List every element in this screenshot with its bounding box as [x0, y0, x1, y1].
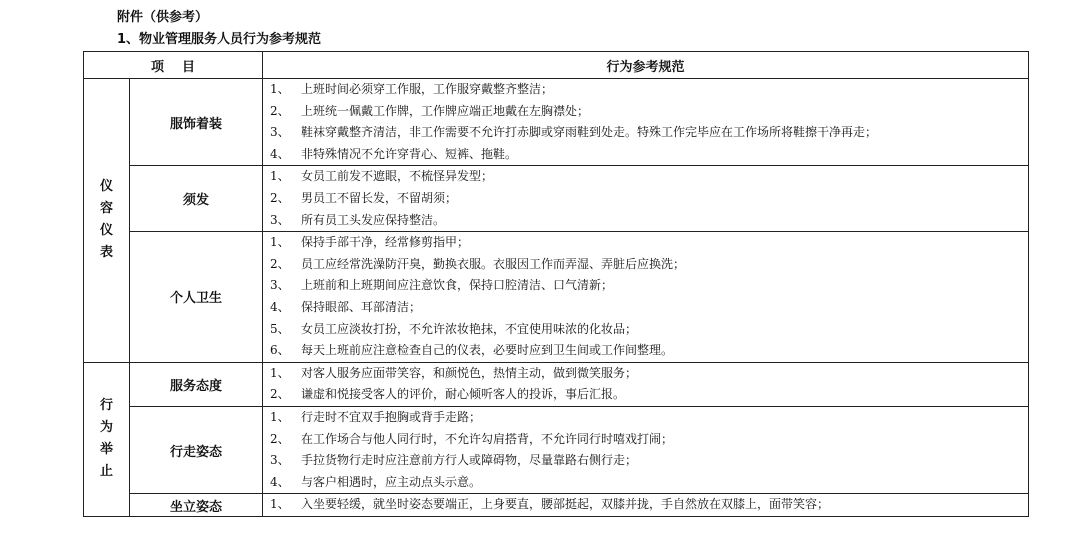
item-text: 上班前和上班期间应注意饮食，保持口腔清洁、口气清新；: [301, 278, 614, 293]
table-header-row: [84, 52, 1029, 79]
item-number: 1、: [270, 409, 290, 424]
category-char: 容: [99, 201, 113, 217]
item-number: 3、: [270, 125, 290, 140]
item-number: 3、: [270, 212, 290, 227]
header-item: 项 目: [84, 52, 263, 79]
item-text: 保持手部干净，经常修剪指甲；: [301, 235, 470, 250]
table-row: [84, 494, 1029, 517]
subcategory-name: 服务态度: [130, 362, 263, 406]
item-text: 鞋袜穿戴整齐清洁，非工作需要不允许打赤脚或穿雨鞋到处走。特殊工作完毕应在工作场所将鞋擦干净再走；: [301, 125, 878, 140]
item-text: 谦虚和悦接受客人的评价，耐心倾听客人的投诉，事后汇报。: [301, 387, 626, 402]
list-item: [263, 363, 1028, 385]
item-number: 4、: [270, 474, 290, 489]
category-char: 举: [99, 442, 113, 458]
norm-list: [263, 362, 1029, 406]
item-number: 2、: [270, 190, 290, 205]
list-item: [263, 340, 1028, 362]
list-item: [263, 144, 1028, 166]
subcategory-name: 坐立姿态: [130, 494, 263, 517]
norm-list: [263, 79, 1029, 166]
list-item: [263, 450, 1028, 472]
list-item: [263, 472, 1028, 494]
list-item: [263, 122, 1028, 144]
item-text: 保持眼部、耳部清洁；: [301, 299, 422, 314]
item-text: 女员工前发不遮眼，不梳怪异发型；: [301, 169, 494, 184]
subcategory-name: 须发: [130, 166, 263, 232]
item-number: 1、: [270, 82, 290, 96]
list-item: [263, 166, 1028, 188]
list-item: [263, 101, 1028, 123]
appendix-title: 附件（供参考）: [117, 10, 209, 25]
subcategory-name: 个人卫生: [130, 232, 263, 363]
item-number: 6、: [270, 343, 290, 358]
list-item: [263, 79, 1028, 101]
list-item: [263, 407, 1028, 429]
item-text: 员工应经常洗澡防汗臭，勤换衣服。衣服因工作而弄湿、弄脏后应换洗；: [301, 256, 686, 271]
item-text: 对客人服务应面带笑容，和颜悦色，热情主动，做到微笑服务；: [301, 365, 638, 380]
item-number: 2、: [270, 103, 290, 118]
item-number: 2、: [270, 256, 290, 271]
header-norm: 行为参考规范: [263, 52, 1029, 79]
item-text: 在工作场合与他人同行时，不允许勾肩搭背，不允许同行时嘻戏打闹；: [301, 431, 674, 446]
list-item: [263, 275, 1028, 297]
item-number: 1、: [270, 497, 290, 512]
list-item: [263, 319, 1028, 341]
item-number: 4、: [270, 299, 290, 314]
item-text: 与客户相遇时，应主动点头示意。: [301, 474, 482, 489]
item-number: 4、: [270, 146, 290, 161]
item-text: 所有员工头发应保持整洁。: [301, 212, 446, 227]
item-text: 非特殊情况不允许穿背心、短裤、拖鞋。: [301, 146, 518, 161]
subcategory-name: 行走姿态: [130, 406, 263, 493]
category-char: 仪: [99, 223, 113, 239]
item-text: 行走时不宜双手抱胸或背手走路；: [301, 409, 482, 424]
item-text: 女员工应淡妆打扮，不允许浓妆艳抹，不宜使用味浓的化妆品；: [301, 321, 638, 336]
list-item: [263, 429, 1028, 451]
category-char: 止: [99, 464, 113, 480]
norm-list: [263, 232, 1029, 363]
table-row: [84, 166, 1029, 232]
table-row: [84, 362, 1029, 406]
list-item: [263, 254, 1028, 276]
list-item: [263, 384, 1028, 406]
item-text: 入坐要轻缓，就坐时姿态要端正，上身要直，腰部挺起，双膝并拢，手自然放在双膝上，面带笑容；: [301, 497, 830, 512]
table-row: [84, 406, 1029, 493]
category-char: 行: [99, 398, 113, 414]
list-item: [263, 494, 1028, 516]
list-item: [263, 297, 1028, 319]
norm-list: [263, 494, 1029, 517]
category-char: 表: [99, 245, 113, 261]
table-row: [84, 232, 1029, 363]
item-number: 3、: [270, 278, 290, 293]
item-number: 1、: [270, 169, 290, 184]
list-item: [263, 210, 1028, 232]
item-text: 手拉货物行走时应注意前方行人或障碍物，尽量靠路右侧行走；: [301, 453, 638, 468]
category-char: 为: [99, 420, 113, 436]
item-text: 上班统一佩戴工作牌，工作牌应端正地戴在左胸襟处；: [301, 103, 590, 118]
category-cell: [84, 79, 130, 363]
item-text: 每天上班前应注意检查自己的仪表，必要时应到卫生间或工作间整理。: [301, 343, 674, 358]
item-text: 上班时间必须穿工作服，工作服穿戴整齐整洁；: [301, 82, 554, 96]
list-item: [263, 232, 1028, 254]
item-number: 1、: [270, 235, 290, 250]
conduct-norms-table: [83, 51, 1029, 517]
item-number: 1、: [270, 365, 290, 380]
subcategory-name: 服饰着装: [130, 79, 263, 166]
item-text: 男员工不留长发，不留胡须；: [301, 190, 458, 205]
item-number: 5、: [270, 321, 290, 336]
norm-list: [263, 406, 1029, 493]
item-number: 2、: [270, 431, 290, 446]
item-number: 2、: [270, 387, 290, 402]
norm-list: [263, 166, 1029, 232]
list-item: [263, 188, 1028, 210]
section-title: 1、物业管理服务人员行为参考规范: [117, 32, 322, 47]
table-row: [84, 79, 1029, 166]
item-number: 3、: [270, 453, 290, 468]
category-char: 仪: [99, 179, 113, 195]
category-cell: [84, 362, 130, 516]
